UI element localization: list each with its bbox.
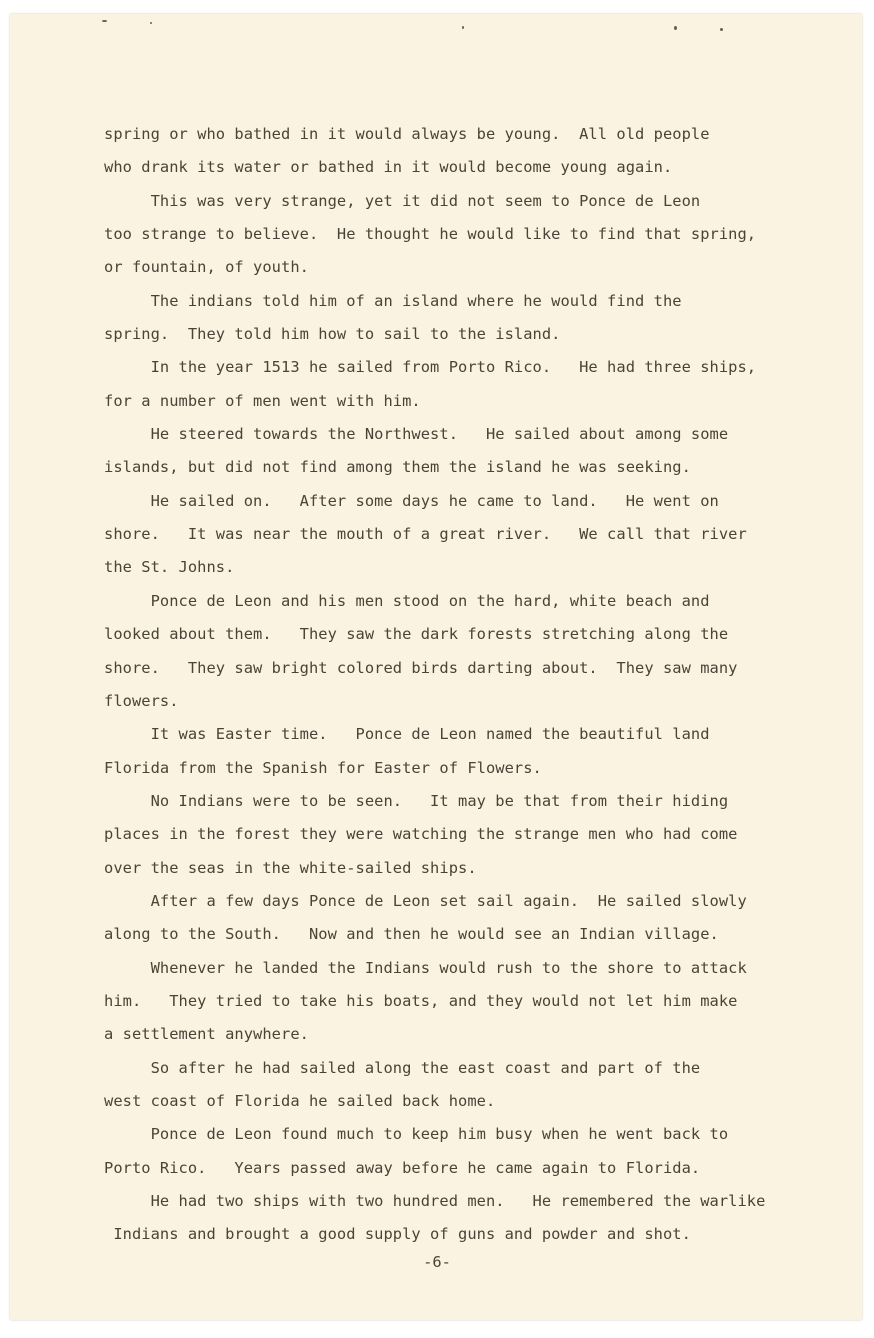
text-line: islands, but did not find among them the island he was seeking.: [104, 458, 691, 477]
text-line: It was Easter time. Ponce de Leon named the beautiful land: [104, 725, 710, 744]
text-line: for a number of men went with him.: [104, 391, 421, 410]
text-line: shore. They saw bright colored birds darting about. They saw many: [104, 658, 738, 677]
text-line: Ponce de Leon and his men stood on the hard, white beach and: [104, 591, 710, 610]
ink-speck: [674, 26, 677, 30]
text-line: Florida from the Spanish for Easter of Flowers.: [104, 758, 542, 777]
text-line: spring. They told him how to sail to the island.: [104, 325, 561, 344]
ink-speck: [462, 26, 464, 29]
text-line: Indians and brought a good supply of guns and powder and shot.: [104, 1225, 691, 1244]
text-line: a settlement anywhere.: [104, 1025, 309, 1044]
text-line: flowers.: [104, 691, 179, 710]
text-line: or fountain, of youth.: [104, 258, 309, 277]
text-line: over the seas in the white-sailed ships.: [104, 858, 477, 877]
text-line: places in the forest they were watching the strange men who had come: [104, 825, 738, 844]
text-line: Whenever he landed the Indians would rush to the shore to attack: [104, 958, 747, 977]
text-line: the St. Johns.: [104, 558, 235, 577]
text-line: shore. It was near the mouth of a great river. We call that river: [104, 525, 747, 544]
page-number: -6-: [423, 1253, 451, 1271]
text-line: He sailed on. After some days he came to land. He went on: [104, 491, 719, 510]
text-line: looked about them. They saw the dark forests stretching along the: [104, 625, 729, 644]
text-line: who drank its water or bathed in it would become young again.: [104, 158, 673, 177]
text-line: This was very strange, yet it did not seem to Ponce de Leon: [104, 191, 701, 210]
text-line: west coast of Florida he sailed back home.: [104, 1091, 496, 1110]
ink-speck: [102, 20, 107, 22]
text-line: along to the South. Now and then he would see an Indian village.: [104, 925, 719, 944]
text-line: Ponce de Leon found much to keep him busy when he went back to: [104, 1125, 729, 1144]
text-line: He had two ships with two hundred men. He remembered the warlike: [104, 1192, 766, 1210]
text-line: No Indians were to be seen. It may be that from their hiding: [104, 791, 729, 810]
ink-speck: [150, 22, 152, 24]
text-line: The indians told him of an island where he would find the: [104, 291, 682, 310]
body-text: [104, 118, 844, 1252]
text-line: him. They tried to take his boats, and they would not let him make: [104, 991, 738, 1010]
text-line: After a few days Ponce de Leon set sail again. He sailed slowly: [104, 891, 747, 910]
text-line: So after he had sailed along the east coast and part of the: [104, 1058, 701, 1077]
text-line: He steered towards the Northwest. He sailed about among some: [104, 425, 729, 444]
text-line: spring or who bathed in it would always be young. All old people: [104, 125, 710, 143]
text-line: Porto Rico. Years passed away before he came again to Florida.: [104, 1158, 701, 1177]
text-line: In the year 1513 he sailed from Porto Rico. He had three ships,: [104, 358, 757, 377]
ink-speck: [720, 28, 723, 31]
text-line: too strange to believe. He thought he would like to find that spring,: [104, 225, 757, 244]
